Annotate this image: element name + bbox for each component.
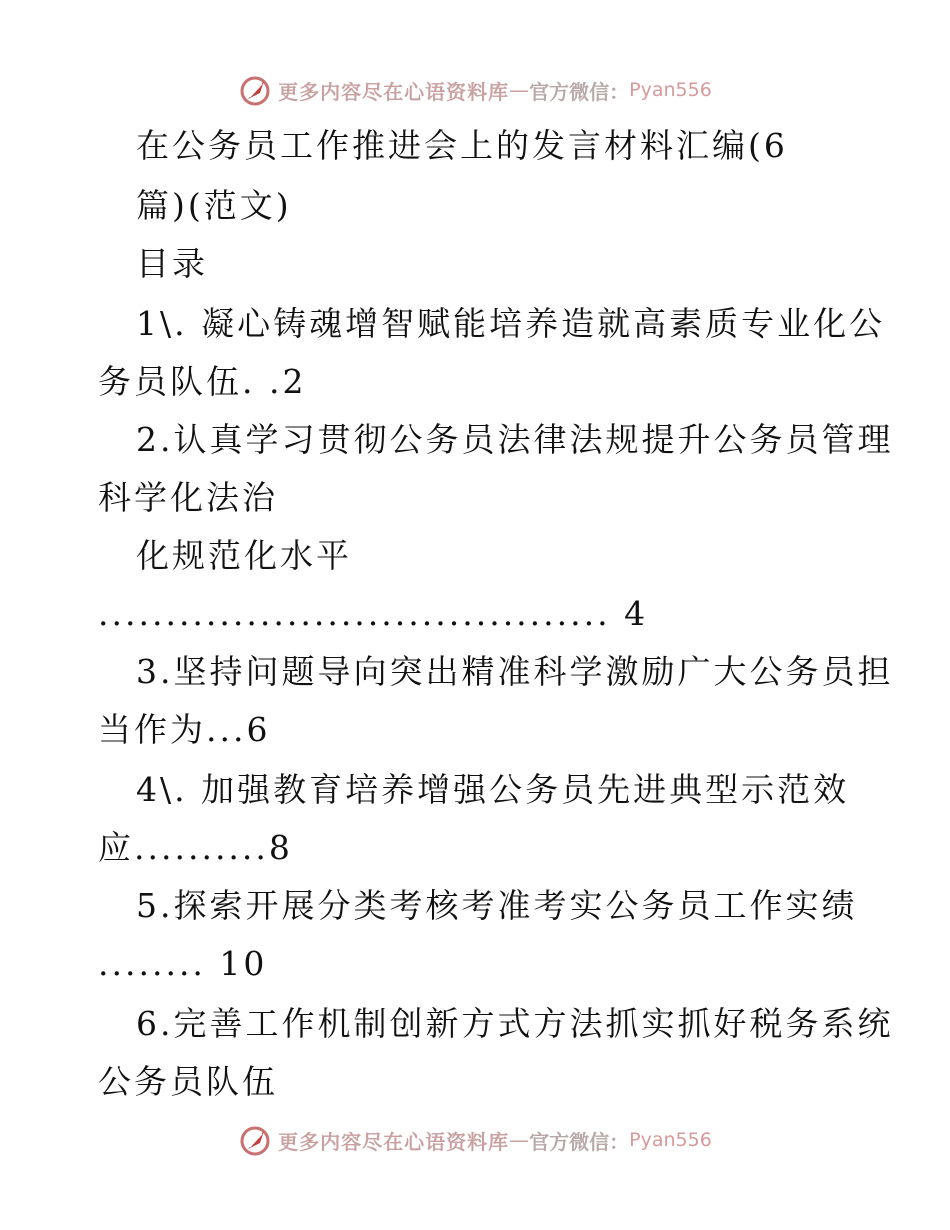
watermark-wechat-id: Pyan556 — [629, 1129, 712, 1151]
toc-line: 应..........8 — [98, 828, 293, 867]
toc-line: 2.认真学习贯彻公务员法律法规提升公务员管理 — [136, 420, 894, 459]
header-watermark — [0, 70, 950, 110]
toc-line: 当作为...6 — [98, 710, 271, 749]
quill-circle-logo-icon — [238, 73, 272, 107]
toc-line: 化规范化水平 — [136, 536, 352, 575]
toc-heading: 目录 — [136, 244, 208, 283]
document-title-line-2: 篇)(范文) — [136, 186, 292, 225]
footer-watermark — [0, 1120, 950, 1160]
toc-leader-line: ...................................... 4 — [98, 594, 649, 633]
toc-line: 公务员队伍 — [98, 1062, 278, 1101]
document-title-line-1: 在公务员工作推进会上的发言材料汇编(6 — [136, 126, 788, 165]
watermark-wechat-label: 官方微信： — [529, 79, 630, 104]
watermark-dash: — — [509, 78, 530, 102]
toc-line: 6.完善工作机制创新方式方法抓实抓好税务系统 — [136, 1004, 894, 1043]
toc-leader-line: ........ 10 — [98, 944, 268, 983]
watermark-wechat-label: 官方微信： — [529, 1129, 630, 1154]
watermark-dash: — — [509, 1128, 530, 1152]
toc-line: 4\. 加强教育培养增强公务员先进典型示范效 — [136, 770, 850, 809]
watermark-text: 更多内容尽在心语资料库 — [278, 1129, 510, 1154]
quill-circle-logo-icon — [238, 1123, 272, 1157]
toc-line: 1\. 凝心铸魂增智赋能培养造就高素质专业化公 — [136, 304, 886, 343]
toc-line: 5.探索开展分类考核考准考实公务员工作实绩 — [136, 886, 858, 925]
watermark-wechat-id: Pyan556 — [629, 79, 712, 101]
toc-line: 3.坚持问题导向突出精准科学激励广大公务员担 — [136, 652, 894, 691]
watermark-text: 更多内容尽在心语资料库 — [278, 79, 510, 104]
toc-line: 务员队伍. .2 — [98, 362, 307, 401]
toc-line: 科学化法治 — [98, 478, 278, 517]
